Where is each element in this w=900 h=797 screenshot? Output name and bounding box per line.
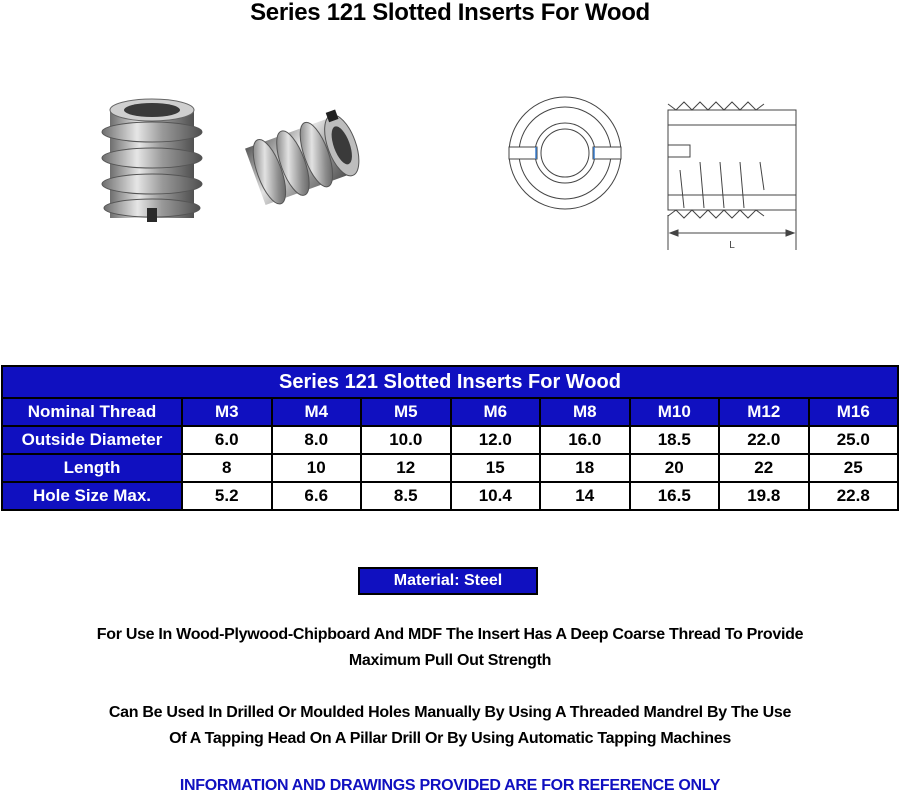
size-header: M16: [809, 398, 899, 426]
usage-paragraph: [0, 622, 900, 674]
table-cell: 22.0: [719, 426, 809, 454]
insert-photo-angled: [232, 98, 382, 218]
page-title: Series 121 Slotted Inserts For Wood: [250, 0, 650, 26]
table-cell: 5.2: [182, 482, 272, 510]
header-label: Nominal Thread: [2, 398, 182, 426]
table-row: [2, 454, 898, 482]
table-cell: 12.0: [451, 426, 541, 454]
row-label: Length: [2, 454, 182, 482]
size-header: M6: [451, 398, 541, 426]
table-cell: 8.5: [361, 482, 451, 510]
table-cell: 18: [540, 454, 630, 482]
installation-paragraph: [0, 700, 900, 752]
table-cell: 22.8: [809, 482, 899, 510]
table-cell: 16.0: [540, 426, 630, 454]
size-header: M3: [182, 398, 272, 426]
table-cell: 10.0: [361, 426, 451, 454]
length-dimension-label: L: [729, 240, 735, 251]
table-cell: 20: [630, 454, 720, 482]
table-cell: 18.5: [630, 426, 720, 454]
usage-line: Maximum Pull Out Strength: [348, 652, 552, 669]
table-caption-row: [2, 366, 898, 398]
table-cell: 10.4: [451, 482, 541, 510]
installation-line: Can Be Used In Drilled Or Moulded Holes Manually By Using A Threaded Mandrel By The Use: [108, 704, 792, 721]
row-label: Outside Diameter: [2, 426, 182, 454]
row-label: Hole Size Max.: [2, 482, 182, 510]
reference-notice: INFORMATION AND DRAWINGS PROVIDED ARE FOR REFERENCE ONLY: [179, 777, 721, 794]
table-row: [2, 426, 898, 454]
installation-line: Of A Tapping Head On A Pillar Drill Or By Using Automatic Tapping Machines: [169, 730, 731, 747]
table-header-row: [2, 398, 898, 426]
table-cell: 8: [182, 454, 272, 482]
usage-line: For Use In Wood-Plywood-Chipboard And MDF The Insert Has A Deep Coarse Thread To Provide: [96, 626, 804, 643]
table-cell: 16.5: [630, 482, 720, 510]
table-cell: 10: [272, 454, 362, 482]
table-cell: 14: [540, 482, 630, 510]
table-cell: 8.0: [272, 426, 362, 454]
insert-photo-upright: [92, 92, 212, 232]
size-header: M10: [630, 398, 720, 426]
table-cell: 22: [719, 454, 809, 482]
table-caption: Series 121 Slotted Inserts For Wood: [2, 366, 898, 398]
technical-drawing: [500, 90, 810, 255]
table-cell: 15: [451, 454, 541, 482]
table-cell: 25: [809, 454, 899, 482]
size-header: M8: [540, 398, 630, 426]
size-header: M5: [361, 398, 451, 426]
size-header: M12: [719, 398, 809, 426]
table-row: [2, 482, 898, 510]
table-cell: 25.0: [809, 426, 899, 454]
table-cell: 12: [361, 454, 451, 482]
spec-table: [1, 365, 899, 511]
table-cell: 6.6: [272, 482, 362, 510]
size-header: M4: [272, 398, 362, 426]
table-cell: 6.0: [182, 426, 272, 454]
material-badge: Material: Steel: [358, 567, 538, 595]
table-cell: 19.8: [719, 482, 809, 510]
